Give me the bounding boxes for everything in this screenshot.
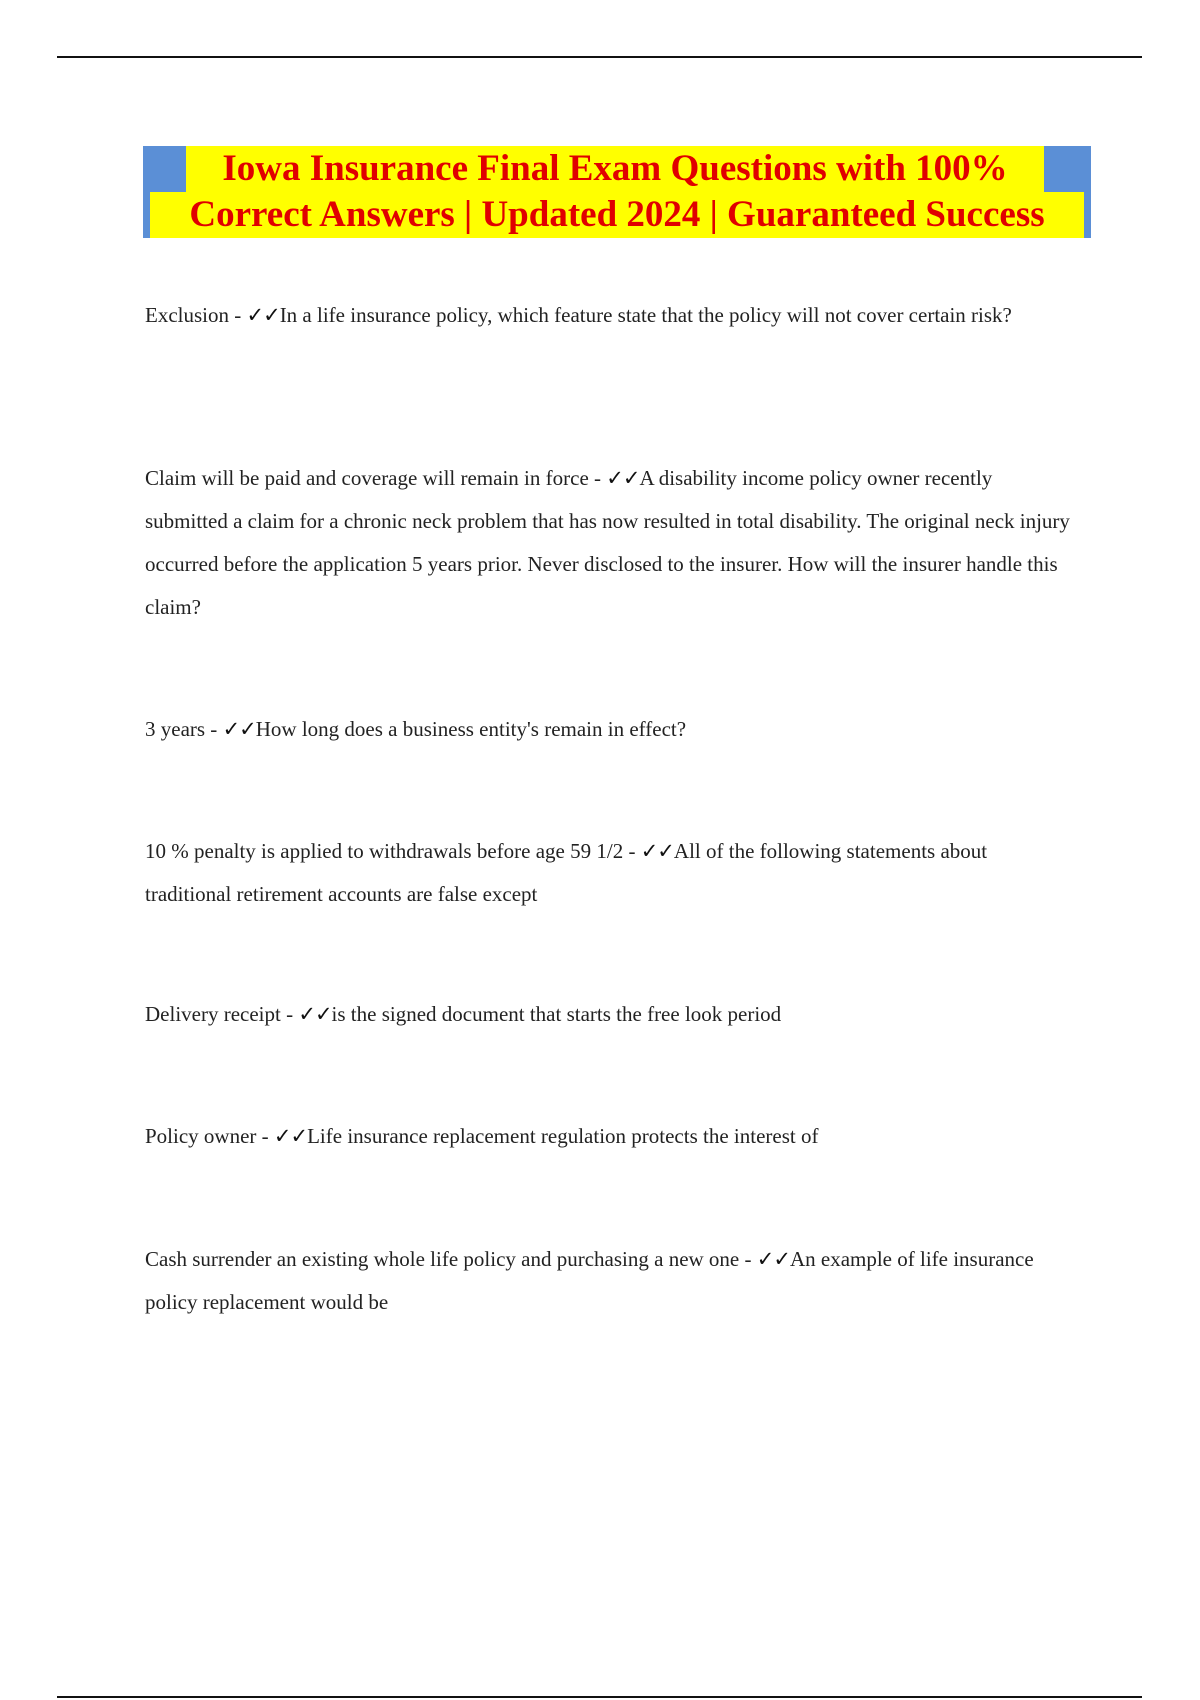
question-text: All of the following statements about traditional retirement accounts are false except bbox=[145, 839, 988, 906]
question-text: In a life insurance policy, which feature state that the policy will not cover certain risk? bbox=[279, 303, 1012, 327]
double-check-icon: ✓✓ bbox=[606, 466, 640, 490]
double-check-icon: ✓✓ bbox=[640, 839, 674, 863]
document-title-line-1: Iowa Insurance Final Exam Questions with 100% bbox=[186, 146, 1044, 192]
document-title-line-2: Correct Answers | Updated 2024 | Guaranteed Success bbox=[150, 192, 1084, 238]
question-text: An example of life insurance policy replacement would be bbox=[145, 1247, 1034, 1314]
answer-text: Policy owner - bbox=[145, 1124, 274, 1148]
question-text: Life insurance replacement regulation protects the interest of bbox=[307, 1124, 819, 1148]
double-check-icon: ✓✓ bbox=[273, 1124, 308, 1148]
double-check-icon: ✓✓ bbox=[298, 1002, 332, 1026]
answer-text: Exclusion - bbox=[145, 303, 247, 327]
header-rule bbox=[57, 56, 1142, 58]
double-check-icon: ✓✓ bbox=[222, 717, 256, 741]
answer-text: Delivery receipt - bbox=[145, 1002, 299, 1026]
question-text: is the signed document that starts the free look period bbox=[331, 1002, 782, 1026]
double-check-icon: ✓✓ bbox=[246, 303, 280, 327]
qa-item bbox=[145, 830, 1075, 916]
qa-item bbox=[145, 1115, 1075, 1158]
question-text: A disability income policy owner recently submitted a claim for a chronic neck problem that has now resulted in total disability. The original neck injury occurred before the application 5 years prior. Never disclosed to the insurer. How will the insurer handle this claim? bbox=[145, 466, 1070, 619]
footer-rule bbox=[57, 1696, 1142, 1698]
double-check-icon: ✓✓ bbox=[756, 1247, 790, 1271]
qa-item bbox=[145, 708, 1075, 751]
qa-item bbox=[145, 457, 1075, 629]
qa-item bbox=[145, 294, 1075, 337]
qa-item bbox=[145, 1238, 1075, 1324]
answer-text: Cash surrender an existing whole life policy and purchasing a new one - bbox=[145, 1247, 757, 1271]
qa-item bbox=[145, 993, 1075, 1036]
question-text: How long does a business entity's remain in effect? bbox=[255, 717, 687, 741]
answer-text: 3 years - bbox=[145, 717, 223, 741]
answer-text: 10 % penalty is applied to withdrawals before age 59 1/2 - bbox=[145, 839, 641, 863]
answer-text: Claim will be paid and coverage will remain in force - bbox=[145, 466, 607, 490]
